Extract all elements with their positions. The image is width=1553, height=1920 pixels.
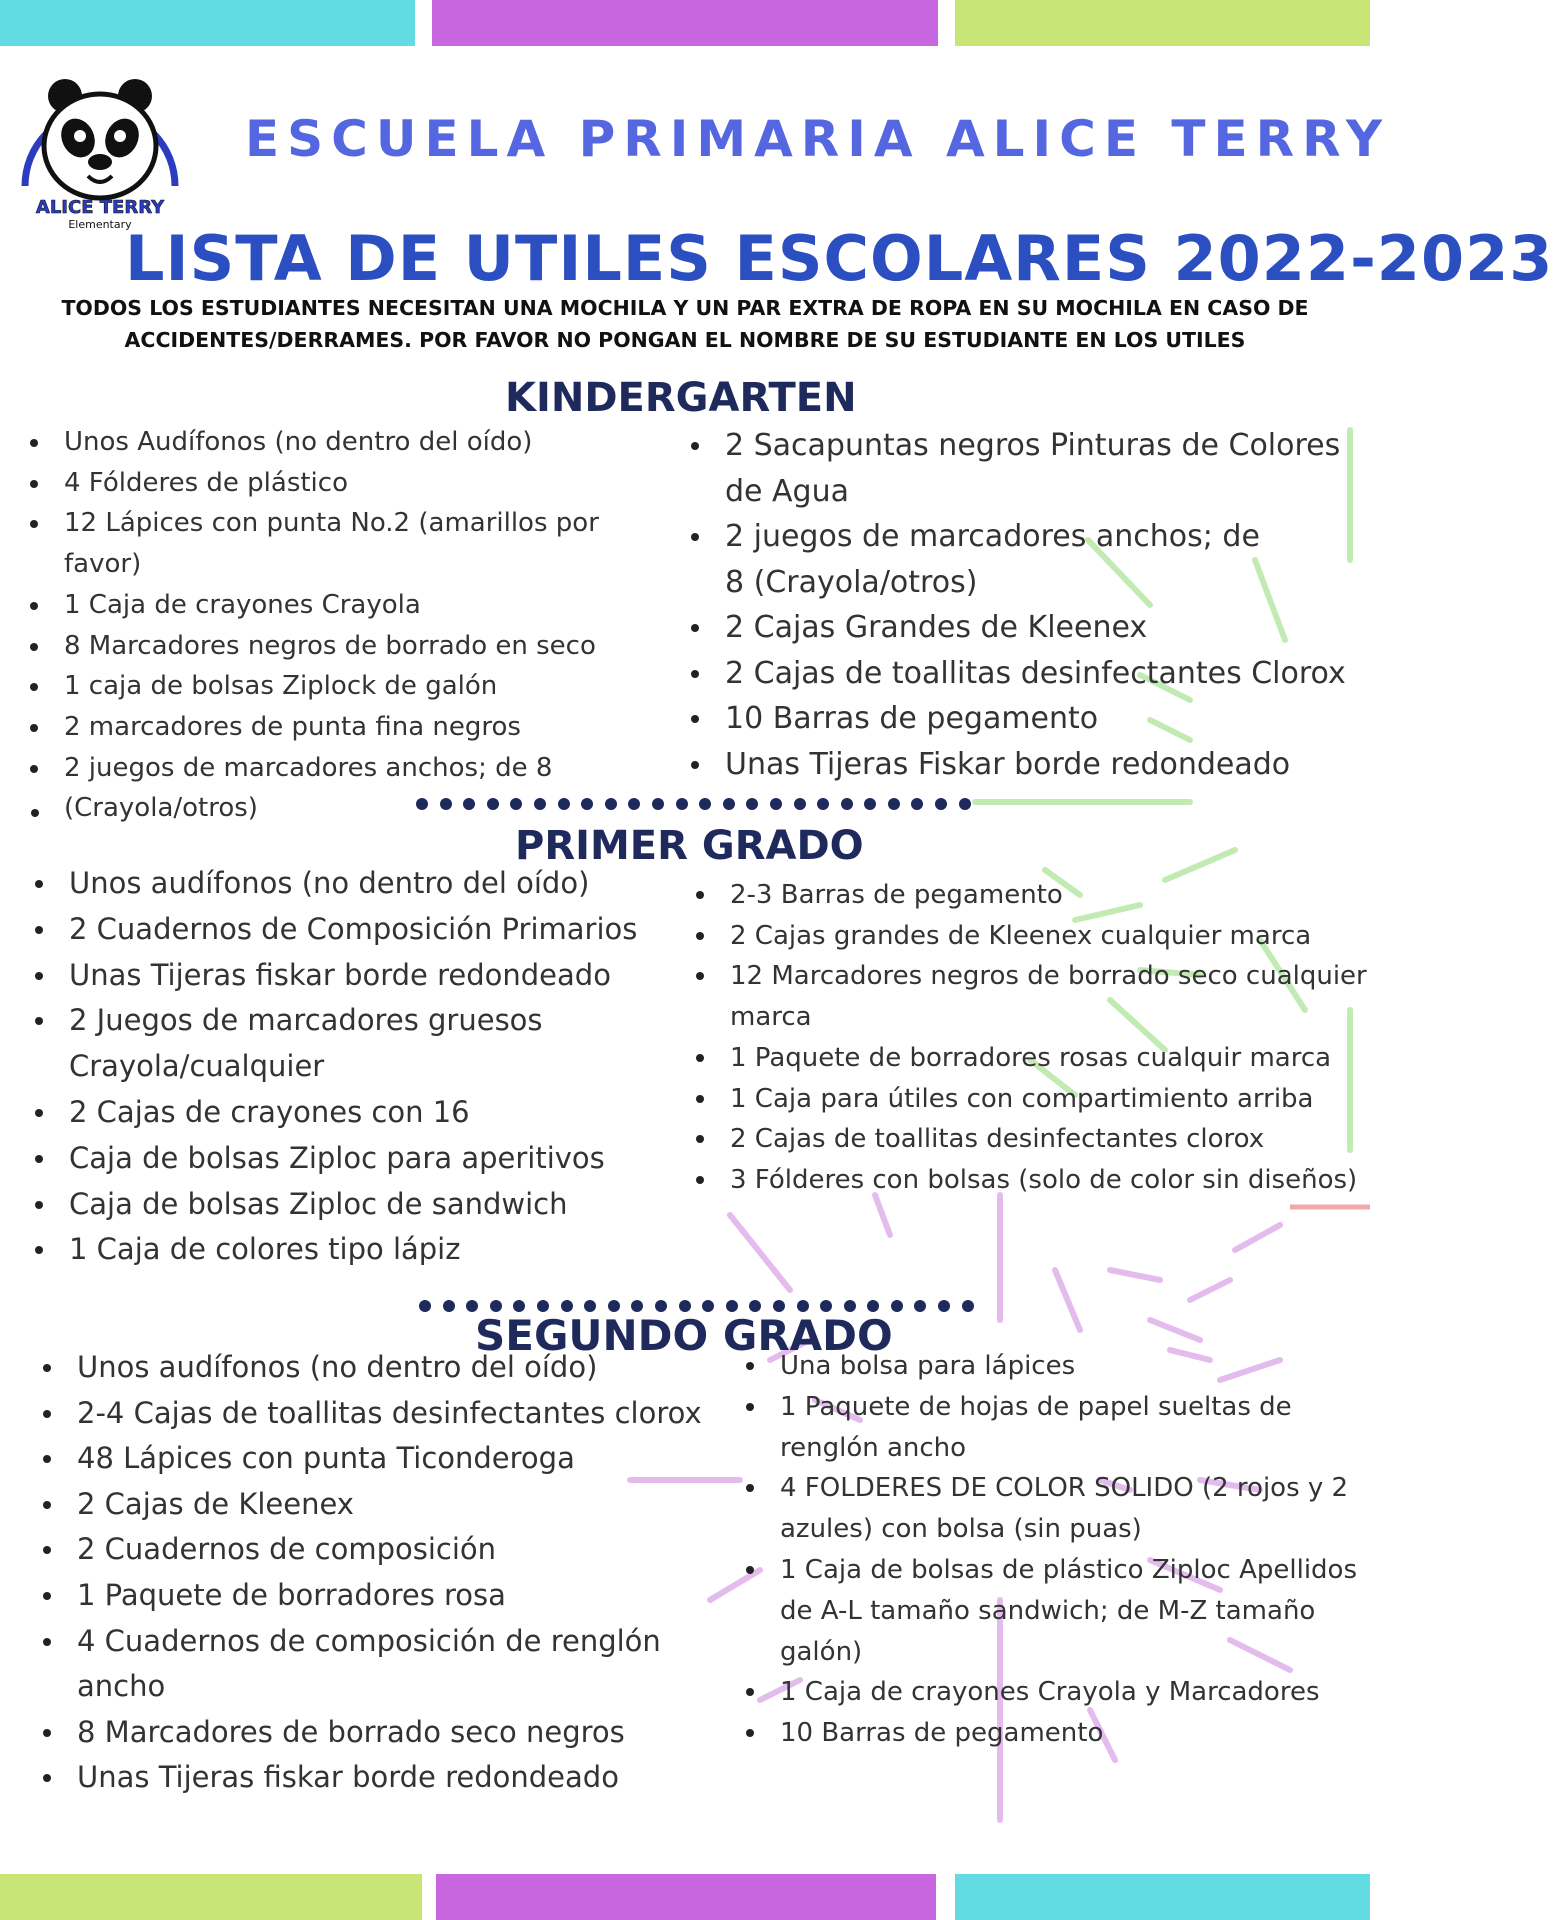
list-item: 2 Cajas de Kleenex <box>37 1482 737 1528</box>
primer-grado-list-right <box>690 875 1370 1201</box>
list-item: 2 juegos de marcadores anchos; de 8 (Crayola/otros) <box>685 514 1285 605</box>
kindergarten-list-left <box>24 422 684 829</box>
list-item: 1 caja de bolsas Ziplock de galón <box>24 666 684 707</box>
segundo-grado-list-right <box>740 1346 1370 1754</box>
list-item: 8 Marcadores de borrado seco negros <box>37 1710 737 1756</box>
primer-grado-heading: PRIMER GRADO <box>515 823 864 869</box>
list-item: Caja de bolsas Ziploc de sandwich <box>29 1182 679 1228</box>
list-item: 1 Caja de crayones Crayola <box>24 585 684 626</box>
list-item: 4 Fólderes de plástico <box>24 463 684 504</box>
notice-text: TODOS LOS ESTUDIANTES NECESITAN UNA MOCHILA Y UN PAR EXTRA DE ROPA EN SU MOCHILA EN CASO DE ACCIDENTES/DERRAMES. POR FAVOR NO PONGAN EL NOMBRE DE SU ESTUDIANTE EN LOS UTILES <box>61 296 1309 352</box>
primer-grado-list-left <box>29 861 679 1273</box>
list-item: Unos audífonos (no dentro del oído) <box>37 1345 737 1391</box>
list-item: 2 Cajas de toallitas desinfectantes Clorox <box>685 651 1360 697</box>
list-item: 2 Cuadernos de Composición Primarios <box>29 907 679 953</box>
list-item: 10 Barras de pegamento <box>740 1713 1370 1754</box>
list-item: 2 juegos de marcadores anchos; de 8 (Crayola/otros) <box>24 748 604 829</box>
list-item: 12 Lápices con punta No.2 (amarillos por favor) <box>24 503 684 584</box>
list-item: 4 Cuadernos de composición de renglón ancho <box>37 1619 717 1710</box>
list-item: 1 Caja de colores tipo lápiz <box>29 1227 679 1273</box>
list-item: Una bolsa para lápices <box>740 1346 1370 1387</box>
list-item: Unos audífonos (no dentro del oído) <box>29 861 679 907</box>
panda-icon <box>44 79 156 198</box>
list-item: 2 marcadores de punta fina negros <box>24 707 684 748</box>
list-item: Unas Tijeras fiskar borde redondeado <box>37 1755 737 1801</box>
list-item: 1 Paquete de hojas de papel sueltas de renglón ancho <box>740 1387 1340 1469</box>
page-title: LISTA DE UTILES ESCOLARES 2022-2023 <box>125 222 1553 295</box>
list-item: 2 Cajas de crayones con 16 <box>29 1090 679 1136</box>
list-item: 1 Caja de crayones Crayola y Marcadores <box>740 1672 1370 1713</box>
list-item: 1 Paquete de borradores rosas cualquir marca <box>690 1038 1370 1079</box>
list-item: Caja de bolsas Ziploc para aperitivos <box>29 1136 679 1182</box>
segundo-grado-heading: SEGUNDO GRADO <box>475 1311 893 1360</box>
list-item: 48 Lápices con punta Ticonderoga <box>37 1436 737 1482</box>
list-item: 2 Cajas grandes de Kleenex cualquier marca <box>690 916 1370 957</box>
list-item: Unas Tijeras Fiskar borde redondeado <box>685 742 1360 788</box>
list-item: 2 Juegos de marcadores gruesos Crayola/cualquier <box>29 998 599 1090</box>
list-item: 2 Cuadernos de composición <box>37 1527 737 1573</box>
list-item: 1 Caja para útiles con compartimiento arriba <box>690 1079 1370 1120</box>
list-item: 1 Caja de bolsas de plástico Ziploc Apellidos de A-L tamaño sandwich; de M-Z tamaño galón) <box>740 1550 1370 1672</box>
empty-bullet <box>31 809 39 817</box>
list-item: 10 Barras de pegamento <box>685 696 1360 742</box>
school-name: ESCUELA PRIMARIA ALICE TERRY <box>245 110 1391 168</box>
list-item: 2 Cajas de toallitas desinfectantes clorox <box>690 1119 1370 1160</box>
list-item: 2-3 Barras de pegamento <box>690 875 1370 916</box>
list-item: 2 Sacapuntas negros Pinturas de Colores de Agua <box>685 423 1360 514</box>
list-item: Unos Audífonos (no dentro del oído) <box>24 422 684 463</box>
logo-name: ALICE TERRY <box>35 197 165 218</box>
list-item: 2-4 Cajas de toallitas desinfectantes clorox <box>37 1391 737 1437</box>
logo-subtitle: Elementary <box>68 218 132 231</box>
list-item: 2 Cajas Grandes de Kleenex <box>685 605 1360 651</box>
segundo-grado-list-left <box>37 1345 737 1801</box>
school-logo <box>10 46 190 236</box>
kindergarten-list-right <box>685 423 1360 787</box>
list-item: 1 Paquete de borradores rosa <box>37 1573 737 1619</box>
list-item: 4 FOLDERES DE COLOR SOLIDO (2 rojos y 2 azules) con bolsa (sin puas) <box>740 1468 1370 1550</box>
list-item: Unas Tijeras fiskar borde redondeado <box>29 953 679 999</box>
kindergarten-heading: KINDERGARTEN <box>505 375 857 421</box>
list-item: 12 Marcadores negros de borrado seco cualquier marca <box>690 956 1370 1037</box>
list-item: 3 Fólderes con bolsas (solo de color sin diseños) <box>690 1160 1370 1201</box>
divider-dots-1 <box>416 798 971 810</box>
list-item: 8 Marcadores negros de borrado en seco <box>24 626 684 667</box>
